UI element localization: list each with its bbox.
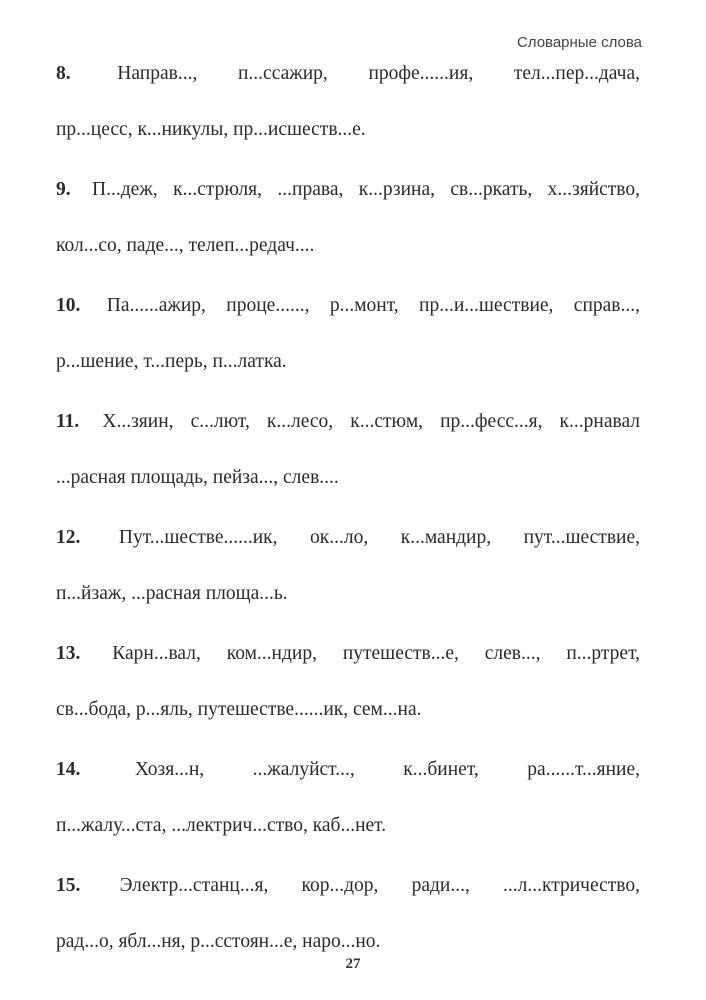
exercise-line-1 — [56, 626, 640, 682]
exercise-line-1 — [56, 858, 640, 914]
exercise-number: 15. — [56, 875, 81, 896]
exercise-text: П...деж, к...стрюля, ...права, к...рзина, св...ркать, х...зяйство, — [92, 179, 640, 200]
exercise-text: Хозя...н, ...жалуйст..., к...бинет, ра......т...яние, — [134, 759, 640, 780]
exercise-12 — [56, 510, 640, 622]
exercise-text: Пут...шестве......ик, ок...ло, к...мандир, пут...шествие, — [118, 527, 640, 548]
exercise-15 — [56, 858, 640, 970]
page-number: 27 — [345, 956, 361, 972]
exercise-line-1 — [56, 46, 640, 102]
exercise-text: Х...зяин, с...лют, к...лесо, к...стюм, пр...фесс...я, к...рнавал — [102, 411, 640, 432]
exercise-13 — [56, 626, 640, 738]
exercise-line-2: пр...цесс, к...никулы, пр...исшеств...е. — [56, 119, 366, 140]
exercise-line-1 — [56, 394, 640, 450]
exercise-number: 9. — [56, 179, 71, 200]
exercise-number: 10. — [56, 295, 81, 316]
exercise-number: 14. — [56, 759, 81, 780]
exercise-number: 12. — [56, 527, 81, 548]
exercise-line-2: ...расная площадь, пейза..., слев.... — [56, 467, 339, 488]
exercise-line-1 — [56, 742, 640, 798]
exercise-line-1 — [56, 510, 640, 566]
exercise-text: Карн...вал, ком...ндир, путешеств...е, слев..., п...ртрет, — [112, 643, 640, 664]
exercise-line-2: св...бода, р...яль, путешестве......ик, сем...на. — [56, 699, 422, 720]
exercise-9 — [56, 162, 640, 274]
exercise-text: Направ..., п...ссажир, профе......ия, тел...пер...дача, — [117, 63, 640, 84]
exercise-14 — [56, 742, 640, 854]
exercise-line-1 — [56, 278, 640, 334]
exercise-8 — [56, 46, 640, 158]
exercise-number: 8. — [56, 63, 71, 84]
exercise-number: 11. — [56, 411, 80, 432]
running-header: Словарные слова — [516, 34, 642, 51]
exercise-line-1 — [56, 162, 640, 218]
exercise-line-2: р...шение, т...перь, п...латка. — [56, 351, 287, 372]
exercise-10 — [56, 278, 640, 390]
exercise-text: Па......ажир, проце......, р...монт, пр...и...шествие, справ..., — [106, 295, 640, 316]
exercise-line-2: кол...со, паде..., телеп...редач.... — [56, 235, 315, 256]
exercise-line-2: п...жалу...ста, ...лектрич...ство, каб...нет. — [56, 815, 387, 836]
exercise-text: Электр...станц...я, кор...дор, ради..., ...л...ктричество, — [119, 875, 640, 896]
exercise-number: 13. — [56, 643, 81, 664]
exercise-line-2: рад...о, ябл...ня, р...сстоян...е, наро...но. — [56, 931, 381, 952]
exercise-line-2: п...йзаж, ...расная площа...ь. — [56, 583, 288, 604]
exercise-11 — [56, 394, 640, 506]
